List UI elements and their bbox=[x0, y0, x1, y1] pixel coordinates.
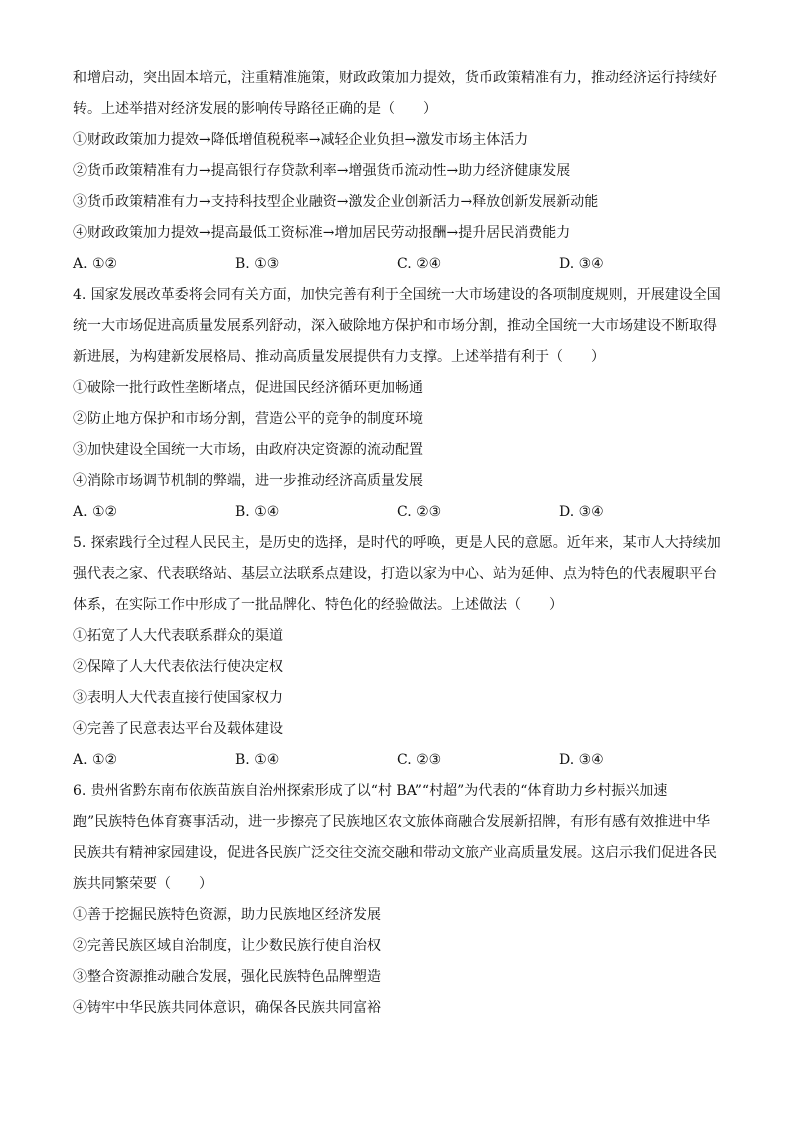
option-d: D. ③④ bbox=[559, 504, 604, 520]
question-4-statement: ②防止地方保护和市场分割，营造公平的竞争的制度环境 bbox=[73, 411, 423, 427]
question-4-stem-line: 4. 国家发展改革委将会同有关方面，加快完善有利于全国统一大市场建设的各项制度规则，开展建设全国 bbox=[73, 287, 721, 303]
option-d: D. ③④ bbox=[559, 752, 604, 768]
question-4-stem-line: 新进展，为构建新发展格局、推动高质量发展提供有力支撑。上述举措有利于（ ） bbox=[73, 349, 605, 365]
page-content bbox=[73, 63, 723, 1024]
question-6-stem-line: 族共同繁荣要（ ） bbox=[73, 876, 213, 892]
option-b: B. ①③ bbox=[235, 256, 280, 272]
option-c: C. ②③ bbox=[397, 752, 442, 768]
question-5-statement: ①拓宽了人大代表联系群众的渠道 bbox=[73, 628, 283, 644]
option-c: C. ②③ bbox=[397, 504, 442, 520]
question-4-stem-line: 统一大市场促进高质量发展系列舒动，深入破除地方保护和市场分割，推动全国统一大市场建设不断取得 bbox=[73, 318, 717, 334]
question-4-options bbox=[73, 497, 723, 528]
question-5-statement: ③表明人大代表直接行使国家权力 bbox=[73, 690, 283, 706]
question-5-options bbox=[73, 745, 723, 776]
question-5-stem-line: 体系，在实际工作中形成了一批品牌化、特色化的经验做法。上述做法（ ） bbox=[73, 597, 563, 613]
question-4-statement: ④消除市场调节机制的弊端，进一步推动经济高质量发展 bbox=[73, 473, 423, 489]
question-5-stem-line: 强代表之家、代表联络站、基层立法联系点建设，打造以家为中心、站为延伸、点为特色的代表履职平台 bbox=[73, 566, 717, 582]
question-3-statement: ④财政政策加力提效→提高最低工资标准→增加居民劳动报酬→提升居民消费能力 bbox=[73, 225, 571, 241]
question-6-statement: ①善于挖掘民族特色资源，助力民族地区经济发展 bbox=[73, 907, 381, 923]
question-5-statement: ④完善了民意表达平台及载体建设 bbox=[73, 721, 283, 737]
question-6-stem-line: 跑”民族特色体育赛事活动，进一步擦亮了民族地区农文旅体商融合发展新招牌，有形有感有效推进中华 bbox=[73, 814, 711, 830]
question-6-stem-line: 民族共有精神家园建设，促进各民族广泛交往交流交融和带动文旅产业高质量发展。这启示我们促进各民 bbox=[73, 845, 717, 861]
question-5-statement: ②保障了人大代表依法行使决定权 bbox=[73, 659, 283, 675]
option-c: C. ②④ bbox=[397, 256, 442, 272]
question-4-statement: ③加快建设全国统一大市场，由政府决定资源的流动配置 bbox=[73, 442, 423, 458]
option-d: D. ③④ bbox=[559, 256, 604, 272]
question-3-stem-line: 转。上述举措对经济发展的影响传导路径正确的是（ ） bbox=[73, 101, 437, 117]
option-a: A. ①② bbox=[73, 504, 118, 520]
question-5 bbox=[73, 528, 723, 776]
option-a: A. ①② bbox=[73, 256, 118, 272]
question-3-stem-line: 和增启动，突出固本培元，注重精准施策，财政政策加力提效，货币政策精准有力，推动经济运行持续好 bbox=[73, 70, 717, 86]
question-3 bbox=[73, 63, 723, 280]
question-3-options bbox=[73, 249, 723, 280]
question-6-stem-line: 6. 贵州省黔东南布依族苗族自治州探索形成了以“村 BA”“村超”为代表的“体育助力乡村振兴加速 bbox=[73, 783, 668, 799]
question-6-statement: ②完善民族区域自治制度，让少数民族行使自治权 bbox=[73, 938, 381, 954]
question-3-statement: ①财政政策加力提效→降低增值税税率→减轻企业负担→激发市场主体活力 bbox=[73, 132, 529, 148]
question-6-statement: ③整合资源推动融合发展，强化民族特色品牌塑造 bbox=[73, 969, 381, 985]
option-b: B. ①④ bbox=[235, 752, 280, 768]
option-b: B. ①④ bbox=[235, 504, 280, 520]
question-6 bbox=[73, 776, 723, 1024]
option-a: A. ①② bbox=[73, 752, 118, 768]
question-3-statement: ③货币政策精准有力→支持科技型企业融资→激发企业创新活力→释放创新发展新动能 bbox=[73, 194, 599, 210]
question-3-statement: ②货币政策精准有力→提高银行存贷款利率→增强货币流动性→助力经济健康发展 bbox=[73, 163, 571, 179]
question-4 bbox=[73, 280, 723, 528]
question-5-stem-line: 5. 探索践行全过程人民民主，是历史的选择，是时代的呼唤，更是人民的意愿。近年来，某市人大持续加 bbox=[73, 535, 721, 551]
question-6-statement: ④铸牢中华民族共同体意识，确保各民族共同富裕 bbox=[73, 1000, 381, 1016]
question-4-statement: ①破除一批行政性垄断堵点，促进国民经济循环更加畅通 bbox=[73, 380, 423, 396]
